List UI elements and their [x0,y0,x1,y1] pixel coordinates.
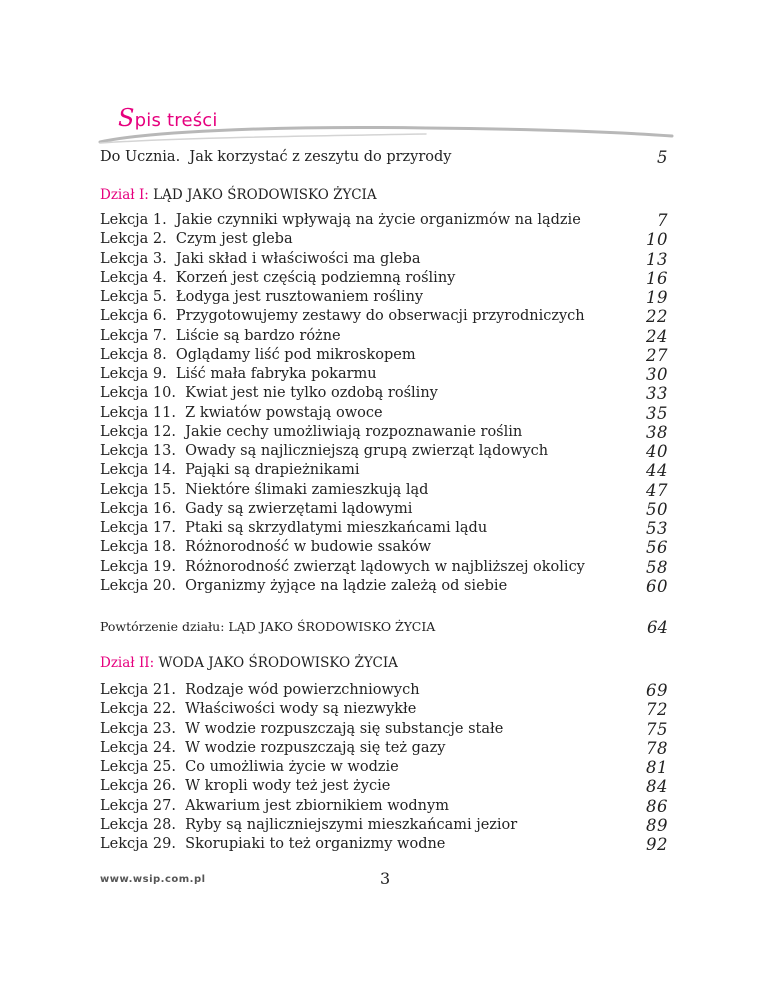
lesson-page: 92 [646,835,668,854]
lesson-label: Lekcja 29. [100,836,176,852]
lesson-page: 40 [646,442,668,461]
lesson-page: 27 [646,345,668,365]
lesson-page: 58 [646,557,668,577]
toc-entry [100,577,668,596]
lesson-label: Lekcja 12. [100,423,176,440]
lesson-title: W kropli wody też jest życie [185,778,391,795]
toc-header [118,104,218,132]
lesson-label: Lekcja 21. [100,682,176,698]
toc-entry [100,404,668,423]
toc-entry [100,816,668,835]
toc-entry [100,739,668,758]
lesson-page: 24 [646,326,668,346]
intro-bold: Do Ucznia. [100,149,181,165]
review-label: Powtórzenie działu: [100,619,225,634]
toc-entry [100,720,668,739]
lesson-label: Lekcja 17. [100,520,176,536]
lesson-label: Lekcja 20. [100,577,176,594]
lesson-page: 56 [646,538,668,558]
toc-entry [100,384,668,403]
toc-entry [100,307,668,326]
lesson-label: Lekcja 18. [100,539,176,556]
lesson-page: 89 [646,815,668,835]
lesson-label: Lekcja 10. [100,385,176,402]
lesson-title: Jakie cechy umożliwiają rozpoznawanie roślin [185,423,523,440]
lesson-page: 47 [646,480,668,500]
lesson-title: Niektóre ślimaki zamieszkują ląd [185,481,429,498]
toc-entry [100,681,668,700]
lesson-title: Z kwiatów powstają owoce [185,404,383,421]
lesson-page: 50 [646,499,668,519]
lesson-label: Lekcja 19. [100,558,176,575]
lesson-page: 72 [646,700,668,720]
lesson-page: 13 [646,249,668,269]
lesson-label: Lekcja 15. [100,481,176,498]
lesson-title: Ryby są najliczniejszymi mieszkańcami jezior [185,816,518,833]
toc-entry [100,230,668,249]
lesson-title: Ptaki są skrzydlatymi mieszkańcami lądu [185,520,488,536]
lesson-page: 60 [646,576,668,596]
page-title: Spis treści [118,104,218,132]
section-review-1 [100,618,668,637]
lesson-title: Liść mała fabryka pokarmu [175,366,377,382]
toc-entry [100,797,668,816]
toc-entry [100,500,668,519]
section-heading-1: Dział I: LĄD JAKO ŚRODOWISKO ŻYCIA [100,187,377,203]
lesson-label: Lekcja 27. [100,797,176,814]
lesson-page: 38 [646,422,668,442]
lesson-label: Lekcja 14. [100,462,176,479]
lesson-page: 86 [646,796,668,816]
review-page: 64 [647,618,668,637]
publisher-url: www.wsip.com.pl [100,874,206,885]
lesson-page: 53 [646,519,668,538]
lesson-page: 84 [646,777,668,797]
intro-page: 5 [657,148,668,167]
toc-entry [100,423,668,442]
lesson-page: 78 [646,738,668,758]
lesson-page: 33 [646,384,668,404]
lesson-label: Lekcja 8. [100,346,167,363]
lesson-label: Lekcja 26. [100,778,176,795]
lesson-page: 16 [646,268,668,288]
lesson-page: 19 [646,288,668,307]
lesson-title: Różnorodność zwierząt lądowych w najbliższej okolicy [185,558,585,575]
lesson-title: Różnorodność w budowie ssaków [185,539,432,556]
lesson-title: Kwiat jest nie tylko ozdobą rośliny [185,385,438,402]
intro-text: Jak korzystać z zeszytu do przyrody [189,149,452,165]
toc-entry [100,327,668,346]
toc-entry [100,269,668,288]
lesson-label: Lekcja 6. [100,308,167,325]
lesson-title: Owady są najliczniejszą grupą zwierząt lądowych [185,443,549,459]
lesson-page: 81 [646,758,668,777]
lesson-page: 69 [646,681,668,700]
lesson-title: Gady są zwierzętami lądowymi [185,500,413,517]
lesson-title: Jaki skład i właściwości ma gleba [175,250,421,267]
lesson-label: Lekcja 25. [100,759,176,775]
lesson-label: Lekcja 23. [100,720,176,737]
lesson-label: Lekcja 24. [100,739,176,756]
lesson-label: Lekcja 22. [100,701,176,718]
lesson-label: Lekcja 9. [100,366,167,382]
lesson-page: 22 [646,307,668,327]
lesson-title: Korzeń jest częścią podziemną rośliny [175,269,456,286]
lesson-title: Rodzaje wód powierzchniowych [185,682,420,698]
lesson-page: 44 [646,461,668,481]
lesson-title: Akwarium jest zbiornikiem wodnym [185,797,449,814]
lesson-title: W wodzie rozpuszczają się też gazy [185,739,446,756]
section-heading-2: Dział II: WODA JAKO ŚRODOWISKO ŻYCIA [100,655,398,671]
lesson-page: 75 [646,719,668,739]
toc-entry [100,758,668,777]
lesson-title: Jakie czynniki wpływają na życie organizmów na lądzie [175,212,581,228]
toc-entry [100,250,668,269]
lesson-label: Lekcja 4. [100,269,167,286]
lesson-label: Lekcja 28. [100,816,176,833]
lesson-title: Co umożliwia życie w wodzie [185,759,399,775]
lesson-page: 35 [646,403,668,423]
toc-entry [100,211,668,230]
lesson-title: Pająki są drapieżnikami [185,462,360,479]
page-number: 3 [380,869,391,888]
lesson-label: Lekcja 16. [100,500,176,517]
toc-entry [100,481,668,500]
lesson-page: 10 [646,230,668,250]
review-name: LĄD JAKO ŚRODOWISKO ŻYCIA [228,619,436,634]
toc-entry [100,519,668,538]
lesson-page: 7 [657,211,668,230]
lesson-title: W wodzie rozpuszczają się substancje stałe [185,720,504,737]
toc-entry [100,461,668,480]
toc-entry [100,558,668,577]
lesson-title: Czym jest gleba [175,231,293,248]
toc-entry [100,442,668,461]
toc-entry [100,777,668,796]
toc-entry [100,365,668,384]
toc-entry [100,538,668,557]
lesson-title: Oglądamy liść pod mikroskopem [175,346,416,363]
lesson-title: Właściwości wody są niezwykłe [185,701,417,718]
lesson-title: Liście są bardzo różne [175,327,341,344]
lesson-title: Skorupiaki to też organizmy wodne [185,836,446,852]
lesson-label: Lekcja 1. [100,212,167,228]
lesson-title: Łodyga jest rusztowaniem rośliny [175,289,424,305]
lesson-page: 30 [646,365,668,384]
lesson-label: Lekcja 11. [100,404,176,421]
lesson-title: Organizmy żyjące na lądzie zależą od siebie [185,577,508,594]
toc-entry [100,700,668,719]
lesson-label: Lekcja 13. [100,443,176,459]
intro-entry [100,148,668,167]
lesson-label: Lekcja 5. [100,289,167,305]
toc-entry [100,835,668,854]
lesson-title: Przygotowujemy zestawy do obserwacji przyrodniczych [175,308,585,325]
toc-entry [100,288,668,307]
toc-entry [100,346,668,365]
lesson-label: Lekcja 7. [100,327,167,344]
lesson-label: Lekcja 2. [100,231,167,248]
lesson-label: Lekcja 3. [100,250,167,267]
